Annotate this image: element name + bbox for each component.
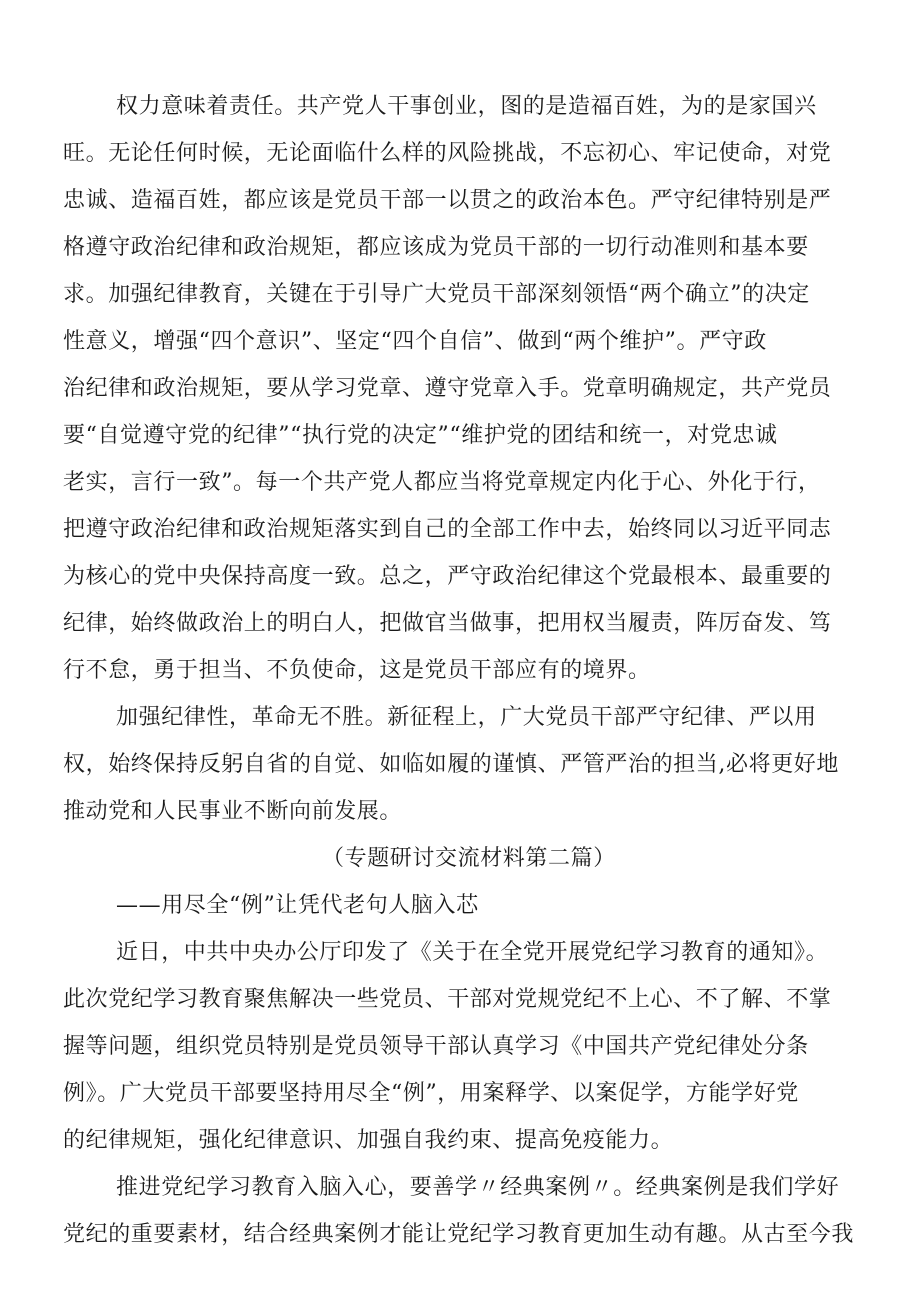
text-line: 忠诚、造福百姓，都应该是党员干部一以贯之的政治本色。严守纪律特别是严 bbox=[63, 188, 832, 213]
text-line: 的纪律规矩，强化纪律意识、加强自我约束、提高免疫能力。 bbox=[63, 1128, 674, 1153]
text-line: 老实，言行一致”。每一个共产党人都应当将党章规定内化于心、外化于行， bbox=[63, 470, 821, 495]
text-line: 旺。无论任何时候，无论面临什么样的风险挑战，不忘初心、牢记使命，对党 bbox=[63, 141, 832, 166]
text-line: 要“自觉遵守党的纪律”“执行党的决定”“维护党的团结和统一，对党忠诚 bbox=[63, 423, 778, 448]
section-heading: ——用尽全“例”让凭代老句人脑入芯 bbox=[116, 893, 479, 918]
text-line: 权，始终保持反躬自省的自觉、如临如履的谨慎、严管严治的担当,必将更好地 bbox=[63, 752, 839, 777]
text-line: 握等问题，组织党员特别是党员领导干部认真学习《中国共产党纪律处分条 bbox=[63, 1034, 809, 1059]
text-line: 权力意味着责任。共产党人干事创业，图的是造福百姓，为的是家国兴 bbox=[116, 94, 817, 119]
text-line: 纪律，始终做政治上的明白人，把做官当做事，把用权当履责，阵厉奋发、笃 bbox=[63, 611, 832, 636]
text-line: 求。加强纪律教育，关键在于引导广大党员干部深刻领悟“两个确立”的决定 bbox=[63, 282, 810, 307]
text-line: 此次党纪学习教育聚焦解决一些党员、干部对党规党纪不上心、不了解、不掌 bbox=[63, 987, 832, 1012]
text-line: 治纪律和政治规矩，要从学习党章、遵守党章入手。党章明确规定，共产党员 bbox=[63, 376, 832, 401]
text-line: 推动党和人民事业不断向前发展。 bbox=[63, 799, 403, 824]
text-line: 加强纪律性，革命无不胜。新征程上，广大党员干部严守纪律、严以用 bbox=[116, 705, 817, 730]
text-line: 党纪的重要素材，结合经典案例才能让党纪学习教育更加生动有趣。从古至今我 bbox=[63, 1222, 855, 1247]
text-line: 格遵守政治纪律和政治规矩，都应该成为党员干部的一切行动准则和基本要 bbox=[63, 235, 809, 260]
text-line: 行不怠，勇于担当、不负使命，这是党员干部应有的境界。 bbox=[63, 658, 651, 683]
text-line: 性意义，增强“四个意识”、坚定“四个自信”、做到“两个维护”。严守政 bbox=[63, 329, 767, 354]
text-line: 近日，中共中央办公厅印发了《关于在全党开展党纪学习教育的通知》。 bbox=[116, 940, 829, 965]
text-line: 例》。广大党员干部要坚持用尽全“例”，用案释学、以案促学，方能学好党 bbox=[63, 1081, 799, 1106]
section-subtitle: （专题研讨交流材料第二篇） bbox=[322, 846, 616, 871]
text-line: 把遵守政治纪律和政治规矩落实到自己的全部工作中去，始终同以习近平同志 bbox=[63, 517, 832, 542]
text-line: 为核心的党中央保持高度一致。总之，严守政治纪律这个党最根本、最重要的 bbox=[63, 564, 832, 589]
text-line: 推进党纪学习教育入脑入心，要善学〃经典案例〃。经典案例是我们学好 bbox=[116, 1175, 840, 1200]
